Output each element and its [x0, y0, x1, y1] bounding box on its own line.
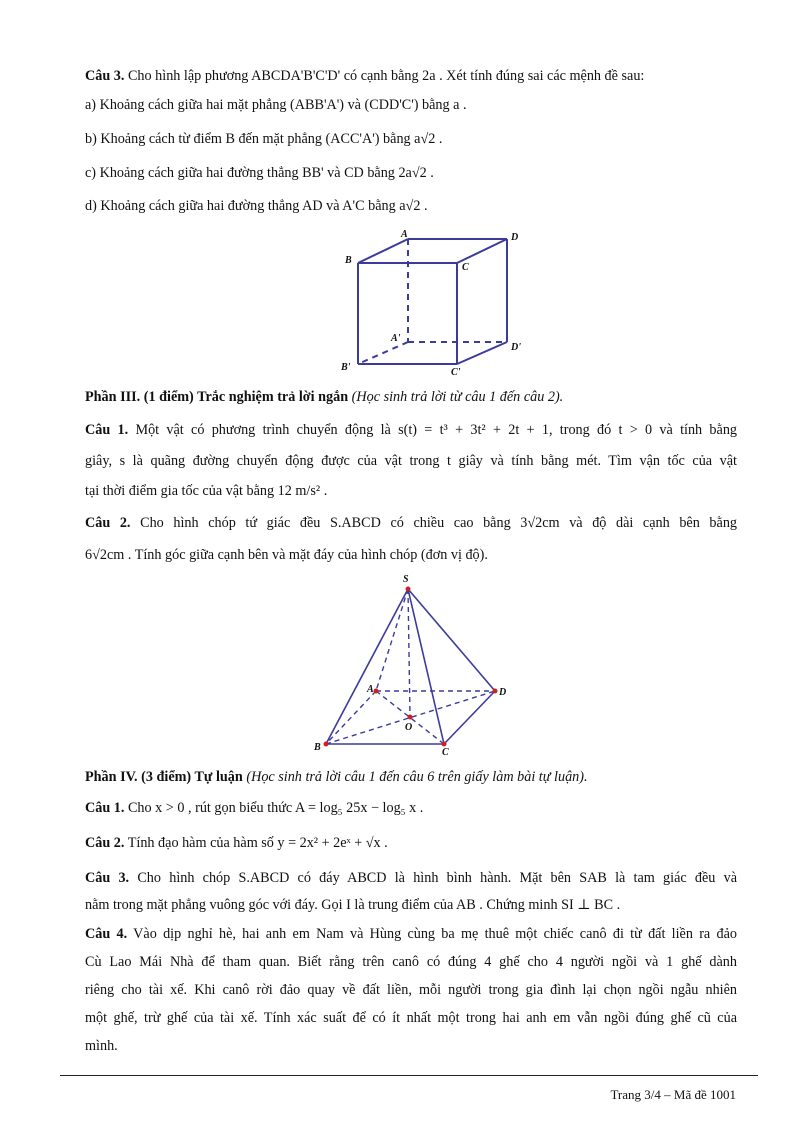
p4-q4-line4: một ghế, trừ ghế của tài xế. Tính xác suất để có ít nhất một trong hai anh em vẫn ngồi đúng ghế cũ của — [85, 1010, 737, 1026]
page-footer: Trang 3/4 – Mã đề 1001 — [610, 1087, 736, 1102]
p4-q4-text1: Vào dịp nghỉ hè, hai anh em Nam và Hùng cùng ba mẹ thuê một chiếc canô đi từ đất liền ra đảo — [133, 926, 737, 942]
part3-note: (Học sinh trả lời từ câu 1 đến câu 2). — [351, 389, 564, 405]
p4-q1 — [85, 799, 423, 817]
p4-q2 — [85, 834, 388, 852]
part3-title: Phần III. (1 điểm) Trắc nghiệm trả lời ngắn — [85, 389, 349, 405]
pyramid-label-d: D — [499, 687, 507, 698]
p3-q1-line2: giây, s là quãng đường chuyển động được của vật trong t giây và tính bằng mét. Tìm vận tốc của vật — [85, 453, 737, 469]
cube-label-a-prime: A' — [391, 333, 401, 344]
p4-q3-line2: nằm trong mặt phẳng vuông góc với đáy. Gọi I là trung điểm của AB . Chứng minh SI ⊥ BC . — [85, 897, 621, 913]
p3-q1-label: Câu 1. — [85, 422, 129, 438]
pyramid-label-b: B — [314, 742, 321, 753]
p4-q4-label: Câu 4. — [85, 926, 128, 942]
q3-label: Câu 3. — [85, 68, 125, 84]
p3-q2-line2: 6√2cm . Tính góc giữa cạnh bên và mặt đáy của hình chóp (đơn vị độ). — [85, 547, 488, 563]
p3-q2-line1 — [85, 514, 737, 532]
q3-statement-c: c) Khoảng cách giữa hai đường thẳng BB' và CD bằng 2a√2 . — [85, 165, 434, 181]
part4-note: (Học sinh trả lời câu 1 đến câu 6 trên giấy làm bài tự luận). — [246, 769, 588, 785]
p4-q2-text: Tính đạo hàm của hàm số y = 2x² + 2eˣ + √x . — [127, 835, 388, 851]
q3-statement-d: d) Khoảng cách giữa hai đường thẳng AD và A'C bằng a√2 . — [85, 198, 428, 214]
footer-divider — [60, 1075, 758, 1076]
p4-q3-line1 — [85, 869, 737, 887]
part4-heading — [85, 768, 588, 786]
p3-q2-label: Câu 2. — [85, 515, 131, 531]
cube-figure — [335, 226, 535, 376]
p4-q3-label: Câu 3. — [85, 870, 130, 886]
p4-q4-line3: riêng cho tài xế. Khi canô rời đảo quay về đất liền, mỗi người trong gia đình lại chọn ngồi ngẫu nhiên — [85, 982, 737, 998]
p4-q2-label: Câu 2. — [85, 835, 125, 851]
cube-label-b: B — [345, 255, 352, 266]
cube-label-b-prime: B' — [341, 362, 351, 373]
cube-label-d-prime: D' — [511, 342, 521, 353]
q3-statement-b: b) Khoảng cách từ điểm B đến mặt phẳng (ACC'A') bằng a√2 . — [85, 131, 443, 147]
p4-q1-text: Cho x > 0 , rút gọn biểu thức A = log₅ 25x − log₅ x . — [127, 800, 424, 816]
p3-q1-line1 — [85, 421, 737, 439]
p4-q4-line1 — [85, 925, 737, 943]
pyramid-figure — [310, 570, 520, 760]
p3-q2-text1: Cho hình chóp tứ giác đều S.ABCD có chiều cao bằng 3√2cm và độ dài cạnh bên bằng — [140, 515, 738, 531]
part4-title: Phần IV. (3 điểm) Tự luận — [85, 769, 243, 785]
cube-label-d: D — [511, 232, 519, 243]
cube-label-c-prime: C' — [451, 367, 461, 376]
p4-q4-line5: mình. — [85, 1038, 118, 1054]
part3-heading — [85, 388, 563, 406]
q3-intro — [85, 67, 644, 85]
q3-statement-a: a) Khoảng cách giữa hai mặt phẳng (ABB'A') và (CDD'C') bằng a . — [85, 97, 467, 113]
cube-label-a: A — [401, 229, 408, 240]
q3-text: Cho hình lập phương ABCDA'B'C'D' có cạnh bằng 2a . Xét tính đúng sai các mệnh đề sau: — [127, 68, 645, 84]
p4-q1-label: Câu 1. — [85, 800, 125, 816]
p4-q3-text1: Cho hình chóp S.ABCD có đáy ABCD là hình bình hành. Mặt bên SAB là tam giác đều và — [137, 870, 738, 886]
p4-q4-line2: Cù Lao Mái Nhà để tham quan. Biết rằng trên canô có đúng 4 ghế cho 4 người ngồi và 1 ghế dành — [85, 954, 737, 970]
p3-q1-line3: tại thời điểm gia tốc của vật bằng 12 m/s² . — [85, 483, 328, 499]
pyramid-label-o: O — [405, 722, 413, 733]
pyramid-label-c: C — [442, 747, 449, 758]
cube-label-c: C — [462, 262, 469, 273]
pyramid-label-a: A — [367, 684, 374, 695]
pyramid-label-s: S — [403, 574, 409, 585]
p3-q1-text1: Một vật có phương trình chuyển động là s(t) = t³ + 3t² + 2t + 1, trong đó t > 0 và tính bằng — [135, 422, 738, 438]
